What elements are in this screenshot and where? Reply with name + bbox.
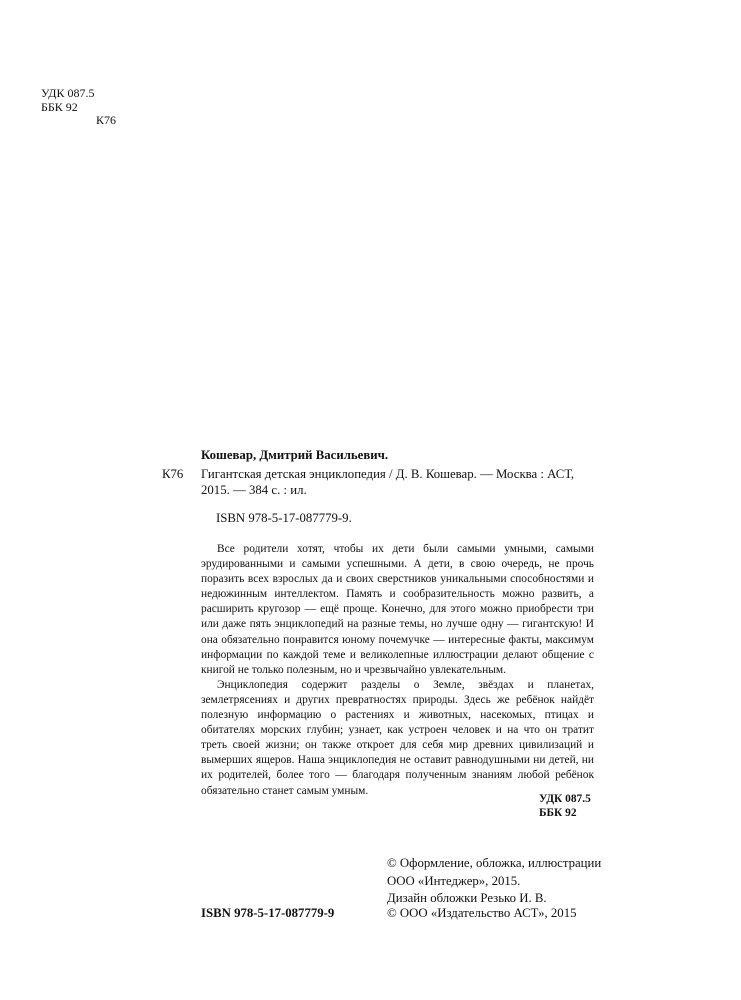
copyright-line-3: Дизайн обложки Резько И. В. [387,891,547,906]
bib-line-2: 2015. — 384 с. : ил. [201,483,307,498]
classification-codes-bottom [539,793,591,820]
udk-code-bottom: УДК 087.5 [539,793,591,805]
bib-line-1: Гигантская детская энциклопедия / Д. В. Кошевар. — Москва : АСТ, [201,467,575,481]
copyright-block [387,855,601,908]
classification-codes-top [41,87,116,128]
isbn-imprint: ISBN 978-5-17-087779-9 [201,906,335,920]
author-mark: К76 [96,113,117,127]
copyright-line-4: © ООО «Издательство АСТ», 2015 [387,906,577,920]
bibliographic-description [201,466,581,499]
udk-code: УДК 087.5 [41,86,95,100]
copyright-line-1: © Оформление, обложка, иллюстрации [387,856,602,870]
annotation [201,542,594,799]
author-heading: Кошевар, Дмитрий Васильевич. [201,448,389,462]
annotation-paragraph-2: Энциклопедия содержит разделы о Земле, звёздах и планетах, землетрясениях и других превратностях природы. Здесь же ребёнок найдёт полезную информацию о растениях и животных, насекомых, птицах и обитателях морских глубин; узнает, как устроен человек и на что он тратит треть своей жизни; он также откроет для себя мир древних цивилизаций и вымерших ящеров. Наша энциклопедия не оставит равнодушными ни детей, ни их родителей, более того — благодаря полученным знаниям любой ребёнок обязательно станет самым умным. [201,678,594,797]
copyright-line-2: ООО «Интеджер», 2015. [387,873,521,888]
isbn-record: ISBN 978-5-17-087779-9. [216,511,352,525]
bbk-code-bottom: ББК 92 [539,806,577,819]
annotation-paragraph-1: Все родители хотят, чтобы их дети были самыми умными, самыми эрудированными и самыми успешными. А дети, в свою очередь, не прочь поразить всех взрослых да и своих сверстников уникальными способностями и недюжинным интеллектом. Память и сообразительность можно развить, а расширить кругозор — ещё проще. Конечно, для этого можно приобрести три или даже пять энциклопедий на разные темы, но лучше одну — гигантскую! И она обязательно понравится юному почемучке — интересные факты, максимум информации по каждой теме и великолепные иллюстрации делают общение с книгой не только полезным, но и чрезвычайно увлекательным. [201,543,594,676]
bbk-code: ББК 92 [41,99,78,114]
author-mark-record: К76 [162,467,184,481]
